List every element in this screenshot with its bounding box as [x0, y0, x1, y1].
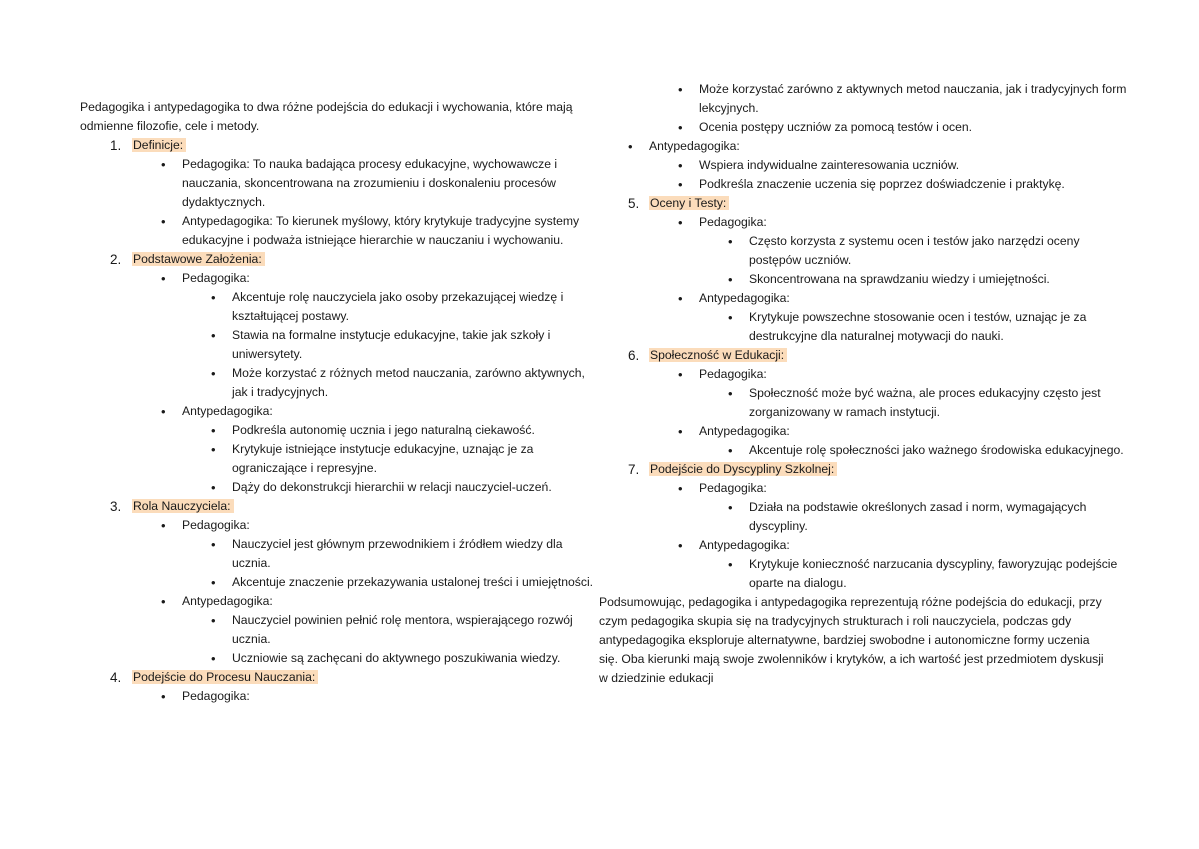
- sub-items: [182, 611, 600, 668]
- sub-items: [699, 232, 1129, 289]
- item-text: Antypedagogika:: [699, 291, 790, 305]
- sub-item-text: Akcentuje znaczenie przekazywania ustalonej treści i umiejętności.: [232, 575, 594, 589]
- bullet-icon: •: [678, 177, 683, 192]
- section-items: [649, 365, 1129, 460]
- item-text: Antypedagogika:: [699, 538, 790, 552]
- sub-items: [699, 498, 1129, 536]
- list-item: [132, 516, 600, 592]
- sub-item: [182, 421, 600, 440]
- bullet-icon: •: [161, 518, 166, 533]
- item-text: Pedagogika:: [699, 215, 767, 229]
- continued-pedagogika-sublist: [599, 80, 1129, 137]
- sub-items: [182, 535, 600, 592]
- item-text: Pedagogika:: [182, 518, 250, 532]
- bullet-icon: •: [678, 215, 683, 230]
- bullet-icon: •: [211, 651, 216, 666]
- section-title: Podejście do Procesu Nauczania:: [132, 670, 318, 684]
- sub-item-text: Może korzystać z różnych metod nauczania, zarówno aktywnych, jak i tradycyjnych.: [232, 366, 585, 399]
- sub-item: [182, 535, 600, 573]
- item-text: Pedagogika:: [182, 271, 250, 285]
- item-text: Antypedagogika:: [182, 404, 273, 418]
- bullet-icon: •: [211, 537, 216, 552]
- item-label: Antypedagogika:: [649, 139, 740, 153]
- sub-item-text: Może korzystać zarówno z aktywnych metod nauczania, jak i tradycyjnych form lekcyjnych.: [699, 82, 1127, 115]
- sub-item-text: Dąży do dekonstrukcji hierarchii w relacji nauczyciel-uczeń.: [232, 480, 552, 494]
- section-title: Rola Nauczyciela:: [132, 499, 234, 513]
- summary-paragraph: Podsumowując, pedagogika i antypedagogika reprezentują różne podejścia do edukacji, przy czym pedagogika skupia się na tradycyjnych strukturach i roli nauczyciela, podczas gdy antypedagogika eksploruje alternatywne, bardziej swobodne i autonomiczne formy uczenia się. Oba kierunki mają swoje zwolenników i krytyków, a ich wartość jest przedmiotem dyskusji w dziedzinie edukacji: [599, 595, 1104, 685]
- sub-item: [182, 573, 600, 592]
- sub-item: [699, 498, 1129, 536]
- section-number: 1.: [110, 138, 122, 153]
- sub-items: [699, 308, 1129, 346]
- sub-item: [699, 441, 1129, 460]
- sub-item: [182, 478, 600, 497]
- sub-item-text: Akcentuje rolę nauczyciela jako osoby przekazującej wiedzę i kształtującej postawy.: [232, 290, 564, 323]
- item-text: Antypedagogika: To kierunek myślowy, który krytykuje tradycyjne systemy edukacyjne i podważa istniejące hierarchie w nauczaniu i wychowaniu.: [182, 214, 580, 247]
- bullet-icon: •: [678, 120, 683, 135]
- section-number: 2.: [110, 252, 122, 267]
- sub-item: [182, 326, 600, 364]
- bullet-icon: •: [211, 575, 216, 590]
- sub-item-text: Krytykuje konieczność narzucania dyscypliny, faworyzując podejście oparte na dialogu.: [749, 557, 1118, 590]
- sub-item-text: Ocenia postępy uczniów za pomocą testów i ocen.: [699, 120, 973, 134]
- section-number: 4.: [110, 670, 122, 685]
- section-items: [132, 687, 600, 706]
- sub-item: [699, 308, 1129, 346]
- sub-item-text: Akcentuje rolę społeczności jako ważnego środowiska edukacyjnego.: [749, 443, 1124, 457]
- bullet-icon: •: [728, 310, 733, 325]
- bullet-icon: •: [161, 689, 166, 704]
- section-title: Podejście do Dyscypliny Szkolnej:: [649, 462, 837, 476]
- section-title: Podstawowe Założenia:: [132, 252, 265, 266]
- sub-item-text: Społeczność może być ważna, ale proces edukacyjny często jest zorganizowany w ramach instytucji.: [749, 386, 1101, 419]
- section-title: Oceny i Testy:: [649, 196, 729, 210]
- sub-item-text: Krytykuje istniejące instytucje edukacyjne, uznając je za ograniczające i represyjne.: [232, 442, 534, 475]
- list-item: [649, 213, 1129, 289]
- section-item: [599, 460, 1129, 593]
- bullet-icon: •: [728, 386, 733, 401]
- continued-anty-sublist: [599, 156, 1129, 194]
- sub-items: [182, 288, 600, 402]
- list-item: [132, 402, 600, 497]
- list-item: [132, 269, 600, 402]
- sub-item-text: Wspiera indywidualne zainteresowania uczniów.: [699, 158, 960, 172]
- bullet-icon: •: [211, 366, 216, 381]
- section-items: [132, 269, 600, 497]
- section-number: 7.: [628, 462, 640, 477]
- sub-item: [699, 384, 1129, 422]
- sub-items: [182, 421, 600, 497]
- section-items: [649, 213, 1129, 346]
- sub-item: [599, 118, 1129, 137]
- intro-paragraph: Pedagogika i antypedagogika to dwa różne podejścia do edukacji i wychowania, które mają odmienne filozofie, cele i metody.: [80, 100, 573, 133]
- sub-item-text: Nauczyciel powinien pełnić rolę mentora, wspierającego rozwój ucznia.: [232, 613, 573, 646]
- sub-item: [182, 440, 600, 478]
- list-item: [132, 155, 600, 212]
- section-items: [649, 479, 1129, 593]
- bullet-icon: •: [211, 423, 216, 438]
- item-text: Pedagogika:: [699, 481, 767, 495]
- sub-item: [599, 175, 1129, 194]
- sub-item: [699, 232, 1129, 270]
- bullet-icon: •: [161, 214, 166, 229]
- sections-list-right: [599, 194, 1129, 593]
- bullet-icon: •: [678, 424, 683, 439]
- list-item: [649, 289, 1129, 346]
- section-title: Społeczność w Edukacji:: [649, 348, 787, 362]
- section-number: 6.: [628, 348, 640, 363]
- sub-item: [182, 288, 600, 326]
- bullet-icon: •: [678, 481, 683, 496]
- bullet-icon: •: [161, 594, 166, 609]
- continued-anty-list: [599, 137, 1129, 156]
- section-number: 5.: [628, 196, 640, 211]
- sub-item-text: Uczniowie są zachęcani do aktywnego poszukiwania wiedzy.: [232, 651, 561, 665]
- list-item: [649, 422, 1129, 460]
- bullet-icon: •: [728, 443, 733, 458]
- list-item: [649, 536, 1129, 593]
- bullet-icon: •: [161, 157, 166, 172]
- sub-item-text: Skoncentrowana na sprawdzaniu wiedzy i umiejętności.: [749, 272, 1050, 286]
- sub-item: [699, 555, 1129, 593]
- bullet-icon: •: [211, 442, 216, 457]
- bullet-icon: •: [728, 557, 733, 572]
- sub-item-text: Często korzysta z systemu ocen i testów jako narzędzi oceny postępów uczniów.: [749, 234, 1080, 267]
- sub-item: [699, 270, 1129, 289]
- bullet-icon: •: [211, 613, 216, 628]
- bullet-icon: •: [211, 328, 216, 343]
- section-item: [80, 250, 600, 497]
- sub-item-text: Nauczyciel jest głównym przewodnikiem i źródłem wiedzy dla ucznia.: [232, 537, 563, 570]
- sub-item: [182, 649, 600, 668]
- sub-item: [182, 364, 600, 402]
- item-text: Pedagogika:: [182, 689, 250, 703]
- bullet-icon: •: [628, 139, 633, 154]
- list-item: [599, 137, 1129, 156]
- bullet-icon: •: [728, 500, 733, 515]
- list-item: [649, 479, 1129, 536]
- list-item: [132, 212, 600, 250]
- bullet-icon: •: [211, 480, 216, 495]
- section-item: [80, 497, 600, 668]
- section-number: 3.: [110, 499, 122, 514]
- sub-items: [699, 441, 1129, 460]
- section-item: [599, 194, 1129, 346]
- section-item: [80, 668, 600, 706]
- left-column: [80, 98, 600, 706]
- section-items: [132, 516, 600, 668]
- sub-item: [182, 611, 600, 649]
- sub-item-text: Krytykuje powszechne stosowanie ocen i testów, uznając je za destrukcyjne dla naturalnej motywacji do nauki.: [749, 310, 1087, 343]
- bullet-icon: •: [678, 82, 683, 97]
- section-title: Definicje:: [132, 138, 186, 152]
- bullet-icon: •: [678, 538, 683, 553]
- sub-item: [599, 156, 1129, 175]
- list-item: [132, 687, 600, 706]
- list-item: [132, 592, 600, 668]
- bullet-icon: •: [161, 271, 166, 286]
- bullet-icon: •: [161, 404, 166, 419]
- bullet-icon: •: [211, 290, 216, 305]
- bullet-icon: •: [678, 291, 683, 306]
- bullet-icon: •: [678, 367, 683, 382]
- section-item: [599, 346, 1129, 460]
- section-items: [132, 155, 600, 250]
- list-item: [649, 365, 1129, 422]
- item-text: Pedagogika: To nauka badająca procesy edukacyjne, wychowawcze i nauczania, skoncentrowana na zrozumieniu i doskonaleniu procesów dydaktycznych.: [182, 157, 558, 209]
- sub-items: [699, 555, 1129, 593]
- sub-item: [599, 80, 1129, 118]
- bullet-icon: •: [728, 234, 733, 249]
- item-text: Antypedagogika:: [699, 424, 790, 438]
- sections-list-left: [80, 136, 600, 706]
- bullet-icon: •: [728, 272, 733, 287]
- section-item: [80, 136, 600, 250]
- item-text: Pedagogika:: [699, 367, 767, 381]
- sub-items: [699, 384, 1129, 422]
- bullet-icon: •: [678, 158, 683, 173]
- sub-item-text: Działa na podstawie określonych zasad i norm, wymagających dyscypliny.: [749, 500, 1087, 533]
- sub-item-text: Podkreśla znaczenie uczenia się poprzez doświadczenie i praktykę.: [699, 177, 1065, 191]
- right-column: [599, 80, 1129, 688]
- item-text: Antypedagogika:: [182, 594, 273, 608]
- sub-item-text: Stawia na formalne instytucje edukacyjne, takie jak szkoły i uniwersytety.: [232, 328, 551, 361]
- sub-item-text: Podkreśla autonomię ucznia i jego naturalną ciekawość.: [232, 423, 535, 437]
